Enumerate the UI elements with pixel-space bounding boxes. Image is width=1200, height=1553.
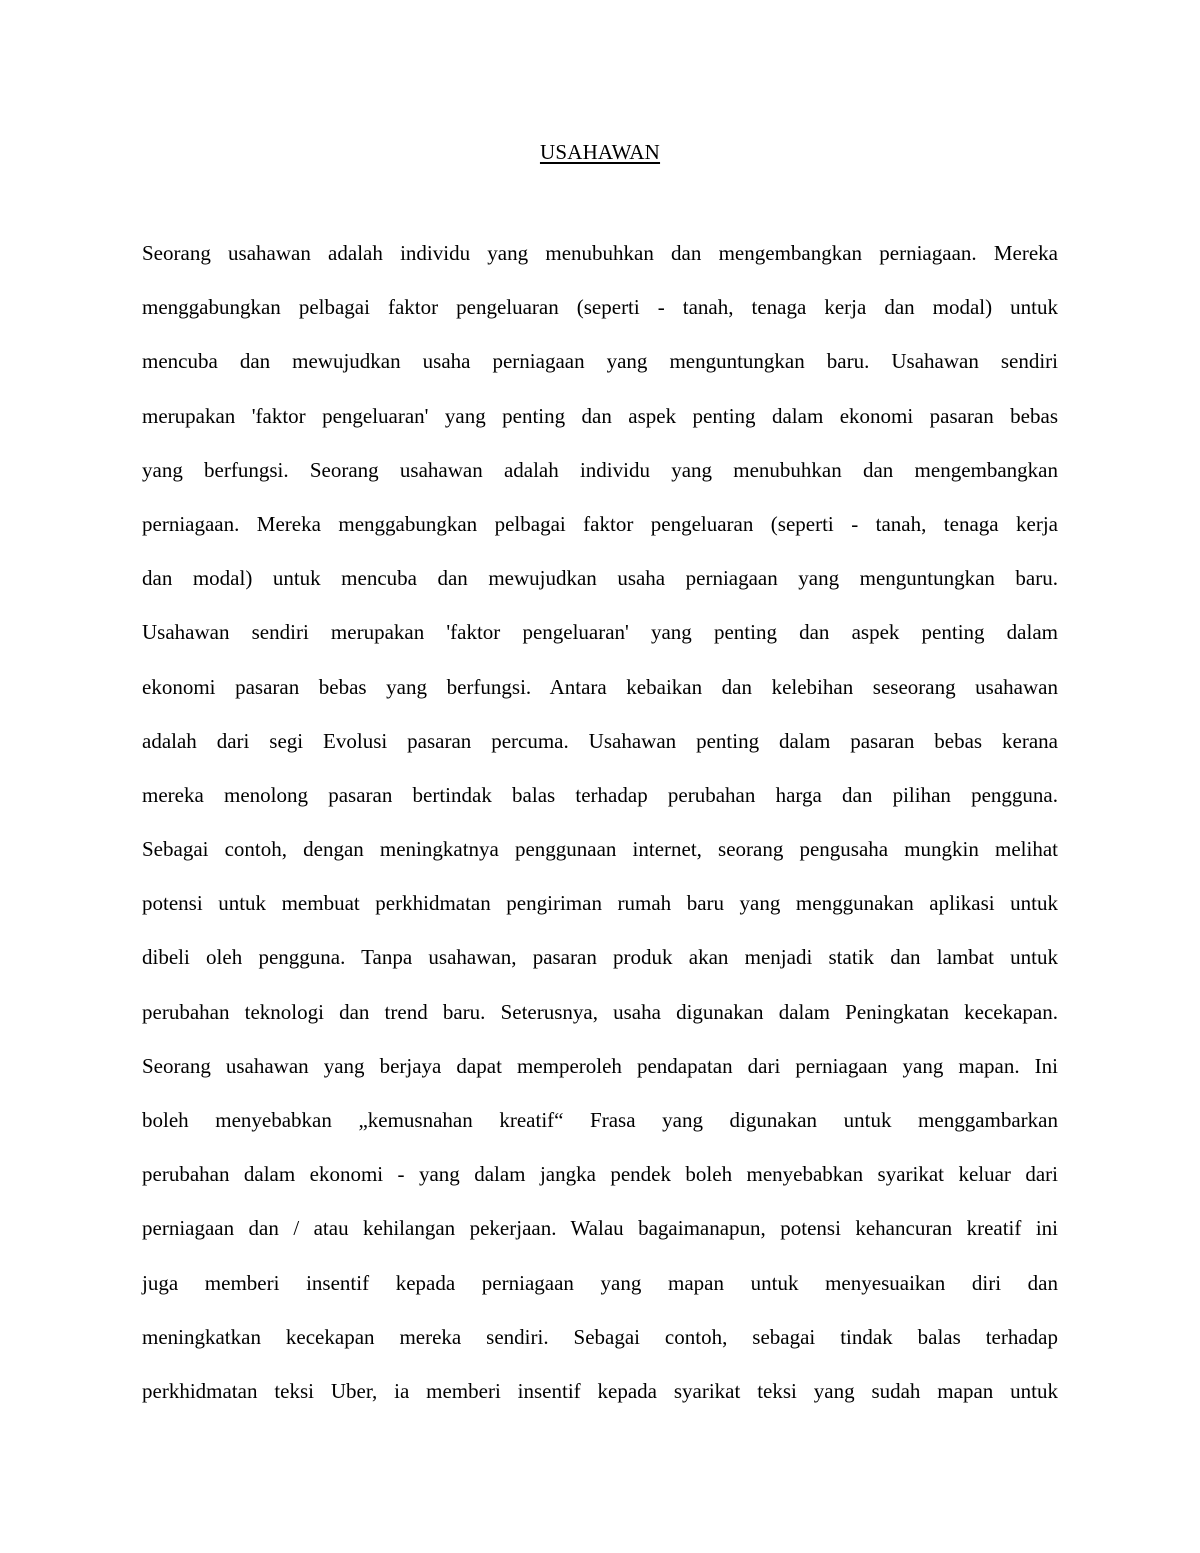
text-line: juga memberi insentif kepada perniagaan yang mapan untuk menyesuaikan diri dan	[142, 1270, 1058, 1295]
text-line: yang berfungsi. Seorang usahawan adalah individu yang menubuhkan dan mengembangkan	[142, 457, 1058, 482]
text-line: Seorang usahawan adalah individu yang menubuhkan dan mengembangkan perniagaan. Mereka	[142, 241, 1058, 265]
text-line: boleh menyebabkan „kemusnahan kreatif“ Frasa yang digunakan untuk menggambarkan	[142, 1108, 1058, 1132]
text-line: mencuba dan mewujudkan usaha perniagaan yang menguntungkan baru. Usahawan sendiri	[142, 349, 1058, 374]
text-line: Usahawan sendiri merupakan 'faktor pengeluaran' yang penting dan aspek penting dalam	[142, 620, 1058, 645]
text-line: perubahan dalam ekonomi - yang dalam jangka pendek boleh menyebabkan syarikat keluar dari	[142, 1162, 1058, 1187]
text-line: adalah dari segi Evolusi pasaran percuma. Usahawan penting dalam pasaran bebas kerana	[142, 728, 1058, 753]
text-line: perkhidmatan teksi Uber, ia memberi insentif kepada syarikat teksi yang sudah mapan untuk	[142, 1378, 1058, 1403]
text-line: dibeli oleh pengguna. Tanpa usahawan, pasaran produk akan menjadi statik dan lambat untuk	[142, 945, 1058, 970]
text-line: potensi untuk membuat perkhidmatan pengiriman rumah baru yang menggunakan aplikasi untuk	[142, 891, 1058, 916]
text-line: dan modal) untuk mencuba dan mewujudkan usaha perniagaan yang menguntungkan baru.	[142, 566, 1058, 591]
text-line: meningkatkan kecekapan mereka sendiri. Sebagai contoh, sebagai tindak balas terhadap	[142, 1324, 1058, 1349]
text-line: Sebagai contoh, dengan meningkatnya penggunaan internet, seorang pengusaha mungkin melihat	[142, 837, 1058, 862]
text-line: mereka menolong pasaran bertindak balas terhadap perubahan harga dan pilihan pengguna.	[142, 782, 1058, 807]
text-line: Seorang usahawan yang berjaya dapat memperoleh pendapatan dari perniagaan yang mapan. Ini	[142, 1053, 1058, 1078]
document-title: USAHAWAN	[539, 140, 661, 164]
text-line: perniagaan dan / atau kehilangan pekerjaan. Walau bagaimanapun, potensi kehancuran kreatif ini	[142, 1216, 1058, 1241]
text-line: perubahan teknologi dan trend baru. Seterusnya, usaha digunakan dalam Peningkatan kecekapan.	[142, 999, 1058, 1024]
text-line: ekonomi pasaran bebas yang berfungsi. Antara kebaikan dan kelebihan seseorang usahawan	[142, 674, 1058, 699]
text-line: merupakan 'faktor pengeluaran' yang penting dan aspek penting dalam ekonomi pasaran bebas	[142, 403, 1058, 428]
text-line: perniagaan. Mereka menggabungkan pelbagai faktor pengeluaran (seperti - tanah, tenaga kerja	[142, 511, 1058, 536]
text-line: menggabungkan pelbagai faktor pengeluaran (seperti - tanah, tenaga kerja dan modal) untuk	[142, 295, 1058, 320]
body-paragraph	[142, 226, 1058, 1418]
